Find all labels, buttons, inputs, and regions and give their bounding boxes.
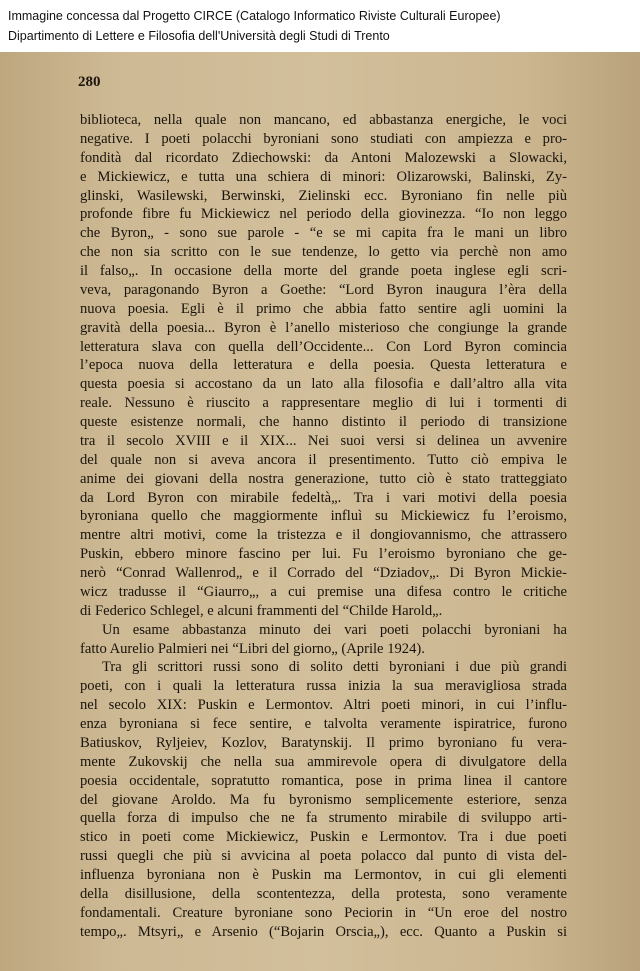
text-line: glinski, Wasilewski, Berwinski, Zielinski ecc. Byroniano fin nelle più [80,187,567,204]
text-line: che non sia scritto con le sue tendenze, lo getto via perchè non amo [80,244,567,261]
text-line: biblioteca, nella quale non mancano, ed abbastanza energiche, le voci [80,112,567,128]
text-line: della disillusione, della scontentezza, della protesta, sono veramente [80,885,567,902]
text-line: il falso„. In occasione della morte del grande poeta inglese egli scri- [80,263,567,279]
text-line: questa poesia si accostano da un lato alla filosofia e dall’altro alla vita [80,376,567,393]
text-line: veva, paragonando Byron a Goethe: “Lord Byron inaugura l’èra della [80,281,567,298]
text-line: poesia occidentale, sopratutto romantica, pose in prima linea il cantore [80,772,567,789]
text-line: stico in poeti come Mickiewicz, Puskin e Lermontov. Tra i due poeti [80,829,567,846]
text-line: da Lord Byron con mirabile fedeltà„. Tra i vari motivi della poesia [80,489,567,506]
text-line: Tra gli scrittori russi sono di solito detti byroniani i due più grandi [102,659,567,676]
text-line: negative. I poeti polacchi byroniani sono studiati con ampiezza e pro- [80,130,567,147]
text-line: queste esistenze normali, che hanno distinto il periodo di transizione [80,414,567,430]
text-line: che Byron„ - sono sue parole - “e se mi capita fra le mani un libro [80,225,567,242]
text-line: russi quegli che più si avvicina al poeta polacco dal punto di vista del- [80,848,567,865]
text-line: mente Zukovskij che nella sua ammirevole opera di divulgatore della [80,753,567,770]
text-line: Batiuskov, Ryljeiev, Kozlov, Baratynskij. Il primo byroniano fu vera- [80,734,567,751]
text-line: del giovane Aroldo. Ma fu byronismo semplicemente esteriore, senza [80,791,567,808]
text-line: mentre altri motivi, come la tristezza e il dongiovannismo, che attrassero [80,527,567,544]
credit-banner [0,0,640,52]
text-line: reale. Nessuno è riuscito a rappresentare meglio di lui i tormenti di [80,395,567,412]
text-line: anime dei giovani della nostra generazione, tutto ciò è stato tratteggiato [80,470,567,487]
text-line: profonde fibre fu Mickiewicz nel periodo della giovinezza. “Io non leggo [80,206,567,223]
text-line: Puskin, ebbero minore fascino per lui. Fu l’eroismo byroniano che ge- [80,546,567,563]
credit-line-1: Immagine concessa dal Progetto CIRCE (Catalogo Informatico Riviste Culturali Europee) [8,9,501,23]
text-line: byroniana quello che maggiormente influì su Mickiewicz fu l’eroismo, [80,508,567,525]
text-line: nel secolo XIX: Puskin e Lermontov. Altri poeti minori, in cui l’influ- [80,697,567,714]
text-line: fondità dal ricordato Zdiechowski: da Antoni Malozewski a Slowacki, [80,149,567,166]
text-line: di Federico Schlegel, e alcuni frammenti del “Childe Harold„. [80,602,443,619]
text-line: Un esame abbastanza minuto dei vari poeti polacchi byroniani ha [102,621,567,638]
text-line: nuova poesia. Egli è il primo che abbia fatto sentire agli uomini la [80,300,567,317]
credit-line-2: Dipartimento di Lettere e Filosofia dell'Università degli Studi di Trento [8,29,390,43]
text-line: gravità della poesia... Byron è l’anello misterioso che congiunge la grande [80,319,567,336]
text-line: poeti, con i quali la letteratura russa inizia la sua meravigliosa strada [80,678,567,695]
page-number: 280 [78,74,101,90]
text-line: e Mickiewicz, e tutta una schiera di minori: Olizarowski, Balinski, Zy- [80,168,567,185]
text-line: nerò “Conrad Wallenrod„ e il Corrado del “Dziadov„. Di Byron Mickie- [80,565,567,581]
body-text [80,111,567,942]
text-line: wicz tradusse il “Giaurro„, a cui premise una difesa contro le critiche [80,583,567,600]
text-line: influenza byroniana non è Puskin ma Lermontov, in cui gli elementi [80,867,567,883]
text-line: l’epoca nuova della letteratura e della poesia. Questa letteratura e [80,357,567,374]
text-line: tra il secolo XVIII e il XIX... Nei suoi versi si delinea un avvenire [80,432,567,449]
text-line: tempo„. Mtsyri„ e Arsenio (“Bojarin Orscia„), ecc. Quanto a Puskin si [80,923,567,940]
scanned-page [0,52,640,971]
text-line: letteratura slava con quella dell’Occidente... Con Lord Byron comincia [80,338,567,355]
text-line: enza byroniana si fece sentire, e talvolta veramente ispiratrice, furono [80,716,567,732]
text-line: fatto Aurelio Palmieri nei “Libri del giorno„ (Aprile 1924). [80,640,425,657]
text-line: fondamentali. Creature byroniane sono Peciorin in “Un eroe del nostro [80,904,567,921]
text-line: del quale non si aveva ancora il presentimento. Tutto ciò empiva le [80,451,567,468]
text-line: quella forza di impulso che ne fa strumento mirabile di sviluppo arti- [80,810,567,827]
